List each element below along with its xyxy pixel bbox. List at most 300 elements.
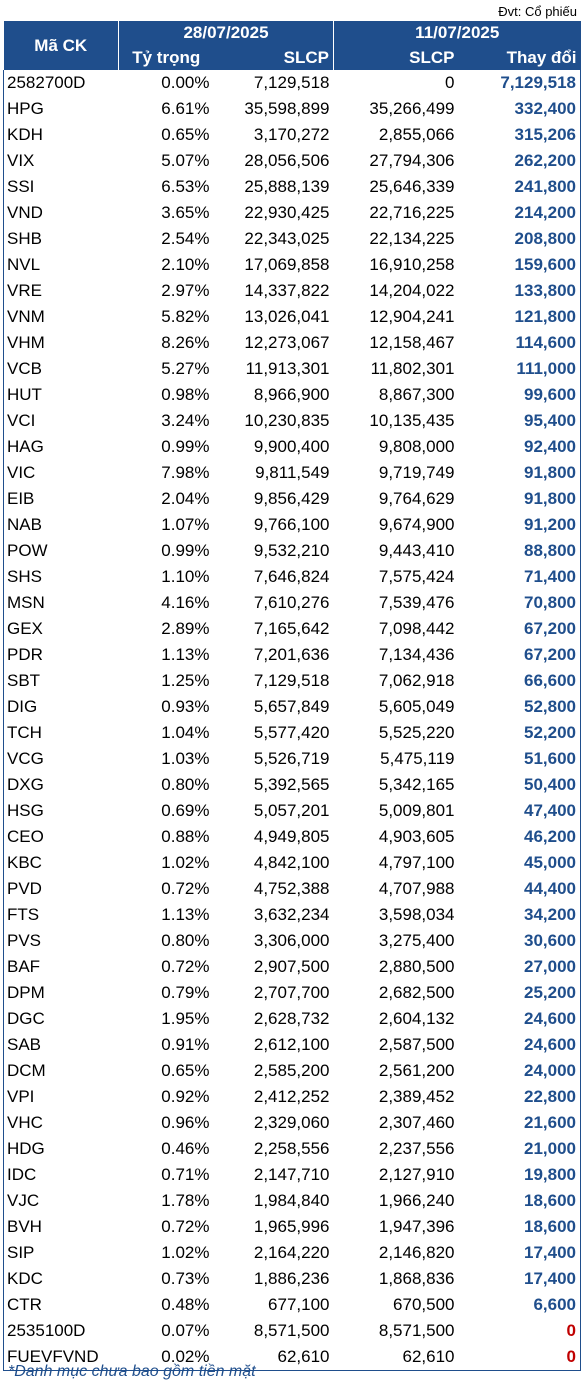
cell-shares-previous: 7,062,918 (378, 671, 455, 690)
cell-shares-current: 5,057,201 (253, 801, 330, 820)
cell-weight: 0.65% (161, 1061, 210, 1080)
cell-shares-current: 7,646,824 (253, 567, 330, 586)
cell-weight: 0.72% (161, 1217, 210, 1236)
cell-shares-current: 10,230,835 (244, 411, 330, 430)
cell-weight: 2.89% (161, 619, 210, 638)
cell-change: 159,600 (459, 252, 581, 278)
cell-shares-previous: 2,604,132 (378, 1009, 455, 1028)
cell-code: MSN (4, 590, 119, 616)
cell-change: 67,200 (459, 616, 581, 642)
cell-code: KDC (4, 1266, 119, 1292)
cell-change: 25,200 (459, 980, 581, 1006)
cell-change: 67,200 (459, 642, 581, 668)
cell-weight: 2.04% (161, 489, 210, 508)
cell-change: 66,600 (459, 668, 581, 694)
cell-weight: 1.13% (161, 905, 210, 924)
cell-code: 2535100D (4, 1318, 119, 1344)
cell-code: VHC (4, 1110, 119, 1136)
cell-code: CEO (4, 824, 119, 850)
cell-code: SSI (4, 174, 119, 200)
cell-shares-current: 5,526,719 (253, 749, 330, 768)
cell-change: 91,800 (459, 486, 581, 512)
table-row (4, 70, 581, 96)
cell-shares-previous: 16,910,258 (369, 255, 455, 274)
cell-code: VCI (4, 408, 119, 434)
table-row (4, 486, 581, 512)
cell-code: KBC (4, 850, 119, 876)
cell-weight: 2.97% (161, 281, 210, 300)
table-row (4, 902, 581, 928)
cell-change: 45,000 (459, 850, 581, 876)
cell-code: VIC (4, 460, 119, 486)
cell-shares-current: 2,707,700 (253, 983, 330, 1002)
cell-change: 34,200 (459, 902, 581, 928)
table-row (4, 876, 581, 902)
cell-weight: 0.65% (161, 125, 210, 144)
cell-shares-current: 5,657,849 (253, 697, 330, 716)
cell-shares-previous: 12,158,467 (369, 333, 455, 352)
cell-code: EIB (4, 486, 119, 512)
header-code: Mã CK (4, 21, 119, 70)
cell-shares-current: 2,412,252 (253, 1087, 330, 1106)
cell-weight: 0.92% (161, 1087, 210, 1106)
cell-code: BVH (4, 1214, 119, 1240)
cell-code: SAB (4, 1032, 119, 1058)
cell-shares-previous: 14,204,022 (369, 281, 455, 300)
table-row (4, 330, 581, 356)
holdings-table (3, 21, 581, 1371)
cell-code: DXG (4, 772, 119, 798)
cell-weight: 0.99% (161, 541, 210, 560)
cell-shares-previous: 4,797,100 (378, 853, 455, 872)
cell-weight: 5.27% (161, 359, 210, 378)
cell-code: SBT (4, 668, 119, 694)
cell-shares-current: 9,766,100 (253, 515, 330, 534)
cell-shares-previous: 2,146,820 (378, 1243, 455, 1262)
table-row (4, 1162, 581, 1188)
cell-change: 51,600 (459, 746, 581, 772)
cell-code: HAG (4, 434, 119, 460)
table-row (4, 1240, 581, 1266)
table-row (4, 408, 581, 434)
table-row (4, 642, 581, 668)
cell-weight: 1.03% (161, 749, 210, 768)
table-row (4, 460, 581, 486)
cell-shares-current: 1,886,236 (253, 1269, 330, 1288)
cell-change: 52,200 (459, 720, 581, 746)
table-row (4, 772, 581, 798)
table-row (4, 564, 581, 590)
cell-change: 208,800 (459, 226, 581, 252)
cell-code: FTS (4, 902, 119, 928)
cell-shares-previous: 4,707,988 (378, 879, 455, 898)
cell-change: 262,200 (459, 148, 581, 174)
cell-change: 22,800 (459, 1084, 581, 1110)
cell-weight: 8.26% (161, 333, 210, 352)
table-row (4, 1084, 581, 1110)
cell-shares-previous: 7,098,442 (378, 619, 455, 638)
cell-change: 315,206 (459, 122, 581, 148)
cell-weight: 0.79% (161, 983, 210, 1002)
cell-shares-current: 35,598,899 (244, 99, 330, 118)
cell-shares-previous: 0 (445, 73, 455, 92)
table-row (4, 252, 581, 278)
cell-code: DIG (4, 694, 119, 720)
cell-change: 6,600 (459, 1292, 581, 1318)
cell-shares-current: 2,164,220 (253, 1243, 330, 1262)
cell-shares-previous: 2,682,500 (378, 983, 455, 1002)
cell-code: 2582700D (4, 70, 119, 96)
header-change: Thay đổi (459, 45, 581, 70)
cell-shares-previous: 3,275,400 (378, 931, 455, 950)
cell-change: 0 (459, 1318, 581, 1344)
table-row (4, 278, 581, 304)
table-row (4, 200, 581, 226)
cell-shares-previous: 2,880,500 (378, 957, 455, 976)
cell-shares-previous: 2,237,556 (378, 1139, 455, 1158)
cell-code: PVD (4, 876, 119, 902)
cell-shares-previous: 9,443,410 (378, 541, 455, 560)
cell-shares-previous: 8,571,500 (378, 1321, 455, 1340)
table-row (4, 694, 581, 720)
table-row (4, 1136, 581, 1162)
cell-change: 214,200 (459, 200, 581, 226)
table-body (4, 70, 581, 1371)
cell-weight: 6.53% (161, 177, 210, 196)
cell-change: 24,000 (459, 1058, 581, 1084)
cell-code: HPG (4, 96, 119, 122)
cell-shares-current: 5,392,565 (253, 775, 330, 794)
cell-change: 52,800 (459, 694, 581, 720)
cell-code: NVL (4, 252, 119, 278)
cell-change: 121,800 (459, 304, 581, 330)
table-row (4, 382, 581, 408)
cell-change: 27,000 (459, 954, 581, 980)
cell-weight: 5.07% (161, 151, 210, 170)
cell-change: 46,200 (459, 824, 581, 850)
cell-shares-current: 4,752,388 (253, 879, 330, 898)
cell-weight: 1.02% (161, 853, 210, 872)
cell-shares-previous: 12,904,241 (369, 307, 455, 326)
cell-shares-current: 7,610,276 (253, 593, 330, 612)
cell-code: FUEVFVND (4, 1344, 119, 1371)
cell-change: 18,600 (459, 1214, 581, 1240)
cell-shares-current: 9,811,549 (255, 463, 330, 482)
cell-weight: 1.02% (161, 1243, 210, 1262)
cell-shares-current: 677,100 (268, 1295, 330, 1314)
cell-weight: 0.00% (161, 73, 210, 92)
table-row (4, 1006, 581, 1032)
cell-weight: 7.98% (161, 463, 210, 482)
cell-change: 44,400 (459, 876, 581, 902)
cell-shares-current: 14,337,822 (244, 281, 330, 300)
cell-shares-current: 4,842,100 (253, 853, 330, 872)
cell-code: KDH (4, 122, 119, 148)
table-row (4, 304, 581, 330)
cell-shares-current: 3,306,000 (253, 931, 330, 950)
cell-shares-current: 7,165,642 (253, 619, 330, 638)
cell-shares-previous: 11,802,301 (370, 359, 455, 378)
cell-shares-previous: 3,598,034 (378, 905, 455, 924)
cell-shares-previous: 9,764,629 (378, 489, 455, 508)
cell-shares-current: 8,966,900 (253, 385, 330, 404)
cell-code: VHM (4, 330, 119, 356)
cell-change: 7,129,518 (459, 70, 581, 96)
cell-code: VIX (4, 148, 119, 174)
cell-weight: 2.54% (161, 229, 210, 248)
cell-weight: 0.93% (161, 697, 210, 716)
cell-code: HDG (4, 1136, 119, 1162)
cell-shares-previous: 25,646,339 (369, 177, 455, 196)
cell-shares-previous: 35,266,499 (369, 99, 455, 118)
cell-weight: 0.02% (119, 1344, 214, 1371)
cell-shares-current: 62,610 (214, 1344, 334, 1371)
table-row (4, 1110, 581, 1136)
cell-change: 21,600 (459, 1110, 581, 1136)
cell-change: 21,000 (459, 1136, 581, 1162)
cell-weight: 0.72% (161, 879, 210, 898)
cell-code: DPM (4, 980, 119, 1006)
cell-change: 88,800 (459, 538, 581, 564)
cell-weight: 0.48% (161, 1295, 210, 1314)
table-row (4, 512, 581, 538)
cell-code: PVS (4, 928, 119, 954)
cell-shares-previous: 7,539,476 (378, 593, 455, 612)
cell-weight: 4.16% (161, 593, 210, 612)
cell-weight: 1.10% (161, 567, 210, 586)
table-row (4, 356, 581, 382)
cell-change: 19,800 (459, 1162, 581, 1188)
cell-shares-current: 3,170,272 (253, 125, 330, 144)
cell-shares-previous: 9,674,900 (378, 515, 455, 534)
cell-shares-current: 2,628,732 (253, 1009, 330, 1028)
cell-change: 95,400 (459, 408, 581, 434)
cell-change: 114,600 (459, 330, 581, 356)
table-row (4, 928, 581, 954)
table-row (4, 122, 581, 148)
cell-shares-current: 9,856,429 (253, 489, 330, 508)
cell-shares-current: 7,129,518 (253, 73, 330, 92)
cell-code: VPI (4, 1084, 119, 1110)
cell-shares-previous: 670,500 (393, 1295, 455, 1314)
cell-weight: 0.72% (161, 957, 210, 976)
cell-change: 133,800 (459, 278, 581, 304)
footnote: *Danh mục chưa bao gồm tiền mặt (8, 1363, 256, 1380)
cell-weight: 0.71% (161, 1165, 210, 1184)
cell-shares-current: 2,612,100 (253, 1035, 330, 1054)
header-shares-previous: SLCP (334, 45, 459, 70)
cell-shares-current: 4,949,805 (253, 827, 330, 846)
cell-weight: 1.25% (161, 671, 210, 690)
cell-weight: 1.07% (161, 515, 210, 534)
cell-weight: 3.24% (161, 411, 210, 430)
cell-code: SHB (4, 226, 119, 252)
cell-shares-current: 2,907,500 (253, 957, 330, 976)
cell-shares-previous: 1,868,836 (378, 1269, 455, 1288)
cell-code: IDC (4, 1162, 119, 1188)
cell-weight: 1.13% (161, 645, 210, 664)
header-date-previous: 11/07/2025 (334, 21, 581, 45)
table-row (4, 720, 581, 746)
cell-weight: 0.46% (161, 1139, 210, 1158)
table-row (4, 824, 581, 850)
table-row (4, 850, 581, 876)
cell-change: 24,600 (459, 1032, 581, 1058)
holdings-table-container (3, 21, 580, 1371)
cell-code: DGC (4, 1006, 119, 1032)
cell-shares-previous: 8,867,300 (378, 385, 455, 404)
cell-code: VND (4, 200, 119, 226)
cell-code: GEX (4, 616, 119, 642)
cell-change: 99,600 (459, 382, 581, 408)
cell-shares-previous: 7,575,424 (378, 567, 455, 586)
cell-shares-previous: 5,605,049 (378, 697, 455, 716)
cell-code: SIP (4, 1240, 119, 1266)
table-row (4, 798, 581, 824)
cell-shares-previous: 9,719,749 (378, 463, 455, 482)
cell-shares-previous: 4,903,605 (378, 827, 455, 846)
cell-change: 111,000 (459, 356, 581, 382)
cell-weight: 1.78% (161, 1191, 210, 1210)
cell-code: PDR (4, 642, 119, 668)
cell-code: HSG (4, 798, 119, 824)
cell-shares-current: 2,585,200 (253, 1061, 330, 1080)
cell-shares-previous: 5,525,220 (378, 723, 455, 742)
table-row (4, 434, 581, 460)
table-row (4, 148, 581, 174)
cell-shares-current: 9,900,400 (253, 437, 330, 456)
cell-shares-previous: 2,389,452 (378, 1087, 455, 1106)
header-weight: Tỷ trọng (119, 45, 214, 70)
cell-code: VNM (4, 304, 119, 330)
cell-shares-current: 17,069,858 (244, 255, 330, 274)
cell-shares-previous: 10,135,435 (369, 411, 455, 430)
cell-shares-current: 22,930,425 (244, 203, 330, 222)
cell-weight: 0.80% (161, 931, 210, 950)
cell-code: POW (4, 538, 119, 564)
table-row (4, 668, 581, 694)
header-shares-current: SLCP (214, 45, 334, 70)
cell-code: HUT (4, 382, 119, 408)
cell-change: 18,600 (459, 1188, 581, 1214)
cell-change: 71,400 (459, 564, 581, 590)
table-row (4, 746, 581, 772)
table-header (4, 21, 581, 70)
table-row (4, 954, 581, 980)
cell-shares-current: 9,532,210 (253, 541, 330, 560)
cell-change: 91,200 (459, 512, 581, 538)
cell-shares-current: 25,888,139 (244, 177, 330, 196)
cell-shares-current: 28,056,506 (244, 151, 330, 170)
cell-shares-previous: 2,561,200 (378, 1061, 455, 1080)
cell-shares-current: 2,147,710 (253, 1165, 330, 1184)
cell-weight: 0.88% (161, 827, 210, 846)
cell-shares-current: 7,201,636 (253, 645, 330, 664)
cell-change: 91,800 (459, 460, 581, 486)
cell-code: SHS (4, 564, 119, 590)
cell-change: 47,400 (459, 798, 581, 824)
table-row (4, 96, 581, 122)
cell-weight: 0.91% (161, 1035, 210, 1054)
table-row (4, 1058, 581, 1084)
table-row (4, 538, 581, 564)
cell-shares-current: 2,258,556 (253, 1139, 330, 1158)
cell-change: 70,800 (459, 590, 581, 616)
table-row (4, 1292, 581, 1318)
cell-change: 17,400 (459, 1266, 581, 1292)
cell-shares-previous: 9,808,000 (378, 437, 455, 456)
cell-code: TCH (4, 720, 119, 746)
cell-code: VRE (4, 278, 119, 304)
cell-code: BAF (4, 954, 119, 980)
cell-code: DCM (4, 1058, 119, 1084)
cell-shares-previous: 22,134,225 (369, 229, 455, 248)
cell-code: VCG (4, 746, 119, 772)
unit-note: Đvt: Cổ phiếu (498, 4, 577, 19)
cell-shares-previous: 2,587,500 (378, 1035, 455, 1054)
cell-shares-previous: 1,947,396 (378, 1217, 455, 1236)
cell-shares-previous: 1,966,240 (378, 1191, 455, 1210)
cell-change: 332,400 (459, 96, 581, 122)
header-row-dates (4, 21, 581, 45)
cell-change: 24,600 (459, 1006, 581, 1032)
cell-weight: 0.07% (161, 1321, 210, 1340)
cell-shares-previous: 2,127,910 (378, 1165, 455, 1184)
cell-shares-current: 1,965,996 (253, 1217, 330, 1236)
table-row (4, 616, 581, 642)
cell-weight: 0.69% (161, 801, 210, 820)
cell-shares-current: 7,129,518 (253, 671, 330, 690)
cell-shares-previous: 5,475,119 (380, 749, 455, 768)
cell-change: 30,600 (459, 928, 581, 954)
table-row (4, 174, 581, 200)
cell-shares-current: 2,329,060 (253, 1113, 330, 1132)
cell-code: VJC (4, 1188, 119, 1214)
cell-shares-current: 11,913,301 (245, 359, 330, 378)
table-row (4, 1318, 581, 1344)
table-row (4, 1032, 581, 1058)
table-row (4, 1188, 581, 1214)
cell-shares-current: 3,632,234 (253, 905, 330, 924)
cell-shares-current: 1,984,840 (253, 1191, 330, 1210)
cell-shares-previous: 5,342,165 (378, 775, 455, 794)
cell-change: 92,400 (459, 434, 581, 460)
cell-code: CTR (4, 1292, 119, 1318)
cell-code: NAB (4, 512, 119, 538)
table-row (4, 1266, 581, 1292)
cell-weight: 0.99% (161, 437, 210, 456)
cell-shares-previous: 62,610 (334, 1344, 459, 1371)
cell-shares-previous: 7,134,436 (378, 645, 455, 664)
table-row (4, 226, 581, 252)
cell-code: VCB (4, 356, 119, 382)
table-row (4, 1214, 581, 1240)
cell-weight: 0.73% (161, 1269, 210, 1288)
cell-shares-previous: 22,716,225 (369, 203, 455, 222)
cell-weight: 0.98% (161, 385, 210, 404)
cell-shares-current: 22,343,025 (244, 229, 330, 248)
cell-shares-current: 13,026,041 (244, 307, 330, 326)
cell-weight: 6.61% (161, 99, 210, 118)
cell-shares-previous: 2,307,460 (378, 1113, 455, 1132)
cell-weight: 1.04% (161, 723, 210, 742)
cell-shares-previous: 5,009,801 (378, 801, 455, 820)
table-row (4, 590, 581, 616)
cell-weight: 2.10% (161, 255, 210, 274)
cell-weight: 0.96% (161, 1113, 210, 1132)
cell-weight: 5.82% (161, 307, 210, 326)
cell-shares-current: 8,571,500 (253, 1321, 330, 1340)
